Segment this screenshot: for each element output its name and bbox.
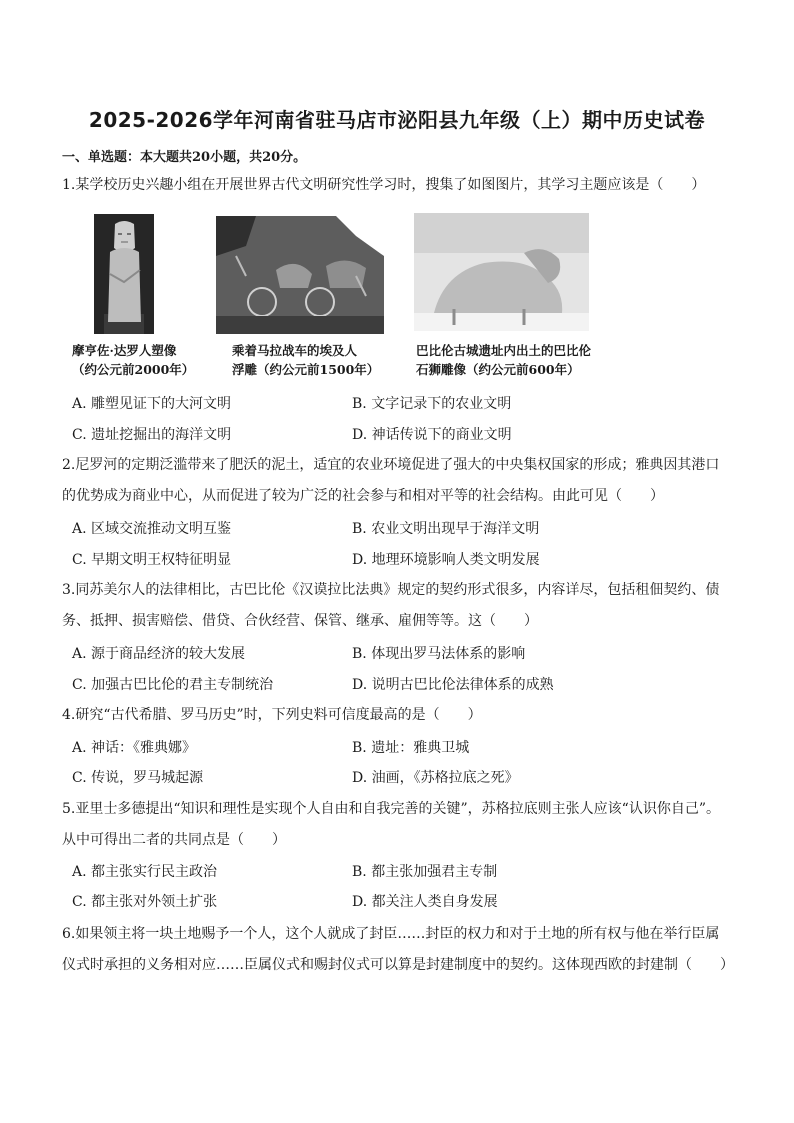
figure-statue bbox=[94, 214, 154, 334]
q4-option-d[interactable]: D. 油画，《苏格拉底之死》 bbox=[352, 770, 519, 786]
lion-photo bbox=[414, 213, 589, 331]
q3-option-a[interactable]: A. 源于商品经济的较大发展 bbox=[72, 646, 246, 662]
q2-option-a[interactable]: A. 区域交流推动文明互鉴 bbox=[72, 521, 232, 537]
page-title: 2025-2026学年河南省驻马店市泌阳县九年级（上）期中历史试卷 bbox=[88, 108, 706, 132]
question-1-stem: 1.某学校历史兴趣小组在开展世界古代文明研究性学习时，搜集了如图图片，其学习主题应该是（ ） bbox=[62, 177, 706, 193]
question-6-stem: 6.如果领主将一块土地赐予一个人，这个人就成了封臣……封臣的权力和对于土地的所有权与他在举行臣属仪式时承担的义务相对应……臣属仪式和赐封仪式可以算是封建制度中的契约。这体现西欧的封建制（ ） bbox=[62, 926, 734, 973]
q2-option-b[interactable]: B. 农业文明出现早于海洋文明 bbox=[352, 521, 540, 537]
q5-option-b[interactable]: B. 都主张加强君主专制 bbox=[352, 864, 498, 880]
figure-3-caption-line2: 石狮雕像（约公元前600年） bbox=[416, 362, 580, 377]
q4-option-c[interactable]: C. 传说，罗马城起源 bbox=[72, 770, 204, 786]
question-2-stem: 2.尼罗河的定期泛滥带来了肥沃的泥土，适宜的农业环境促进了强大的中央集权国家的形成；雅典因其港口的优势成为商业中心，从而促进了较为广泛的社会参与和相对平等的社会结构。由此可见（ ） bbox=[62, 457, 720, 504]
q1-option-b[interactable]: B. 文字记录下的农业文明 bbox=[352, 396, 512, 412]
q3-option-c[interactable]: C. 加强古巴比伦的君主专制统治 bbox=[72, 677, 274, 693]
q4-option-b[interactable]: B. 遗址：雅典卫城 bbox=[352, 740, 470, 756]
section-heading: 一、单选题：本大题共20小题，共20分。 bbox=[62, 150, 307, 165]
figure-relief bbox=[216, 216, 384, 334]
figure-2-caption-line2: 浮雕（约公元前1500年） bbox=[232, 362, 380, 377]
q3-option-b[interactable]: B. 体现出罗马法体系的影响 bbox=[352, 646, 526, 662]
figure-3-caption-line1: 巴比伦古城遗址内出土的巴比伦 bbox=[416, 343, 592, 358]
q2-option-d[interactable]: D. 地理环境影响人类文明发展 bbox=[352, 552, 540, 568]
question-5-stem: 5.亚里士多德提出“知识和理性是实现个人自由和自我完善的关键”，苏格拉底则主张人应该“认识你自己”。从中可得出二者的共同点是（ ） bbox=[62, 801, 720, 848]
q1-option-a[interactable]: A. 雕塑见证下的大河文明 bbox=[72, 396, 232, 412]
q5-option-c[interactable]: C. 都主张对外领土扩张 bbox=[72, 894, 218, 910]
question-3-stem: 3.同苏美尔人的法律相比，古巴比伦《汉谟拉比法典》规定的契约形式很多，内容详尽，包括租佃契约、债务、抵押、损害赔偿、借贷、合伙经营、保管、继承、雇佣等等。这（ ） bbox=[62, 582, 720, 629]
figure-1-caption-line2: （约公元前2000年） bbox=[72, 362, 195, 377]
figure-1-caption-line1: 摩亨佐·达罗人塑像 bbox=[72, 343, 177, 358]
figure-lion bbox=[414, 213, 589, 331]
q2-option-c[interactable]: C. 早期文明王权特征明显 bbox=[72, 552, 232, 568]
q5-option-a[interactable]: A. 都主张实行民主政治 bbox=[72, 864, 218, 880]
relief-photo bbox=[216, 216, 384, 334]
q5-option-d[interactable]: D. 都关注人类自身发展 bbox=[352, 894, 498, 910]
q1-option-d[interactable]: D. 神话传说下的商业文明 bbox=[352, 427, 512, 443]
q3-option-d[interactable]: D. 说明古巴比伦法律体系的成熟 bbox=[352, 677, 554, 693]
q4-option-a[interactable]: A. 神话：《雅典娜》 bbox=[72, 740, 197, 756]
statue-photo bbox=[94, 214, 154, 334]
figure-2-caption-line1: 乘着马拉战车的埃及人 bbox=[232, 343, 358, 358]
question-4-stem: 4.研究“古代希腊、罗马历史”时，下列史料可信度最高的是（ ） bbox=[62, 707, 482, 723]
q1-option-c[interactable]: C. 遗址挖掘出的海洋文明 bbox=[72, 427, 232, 443]
